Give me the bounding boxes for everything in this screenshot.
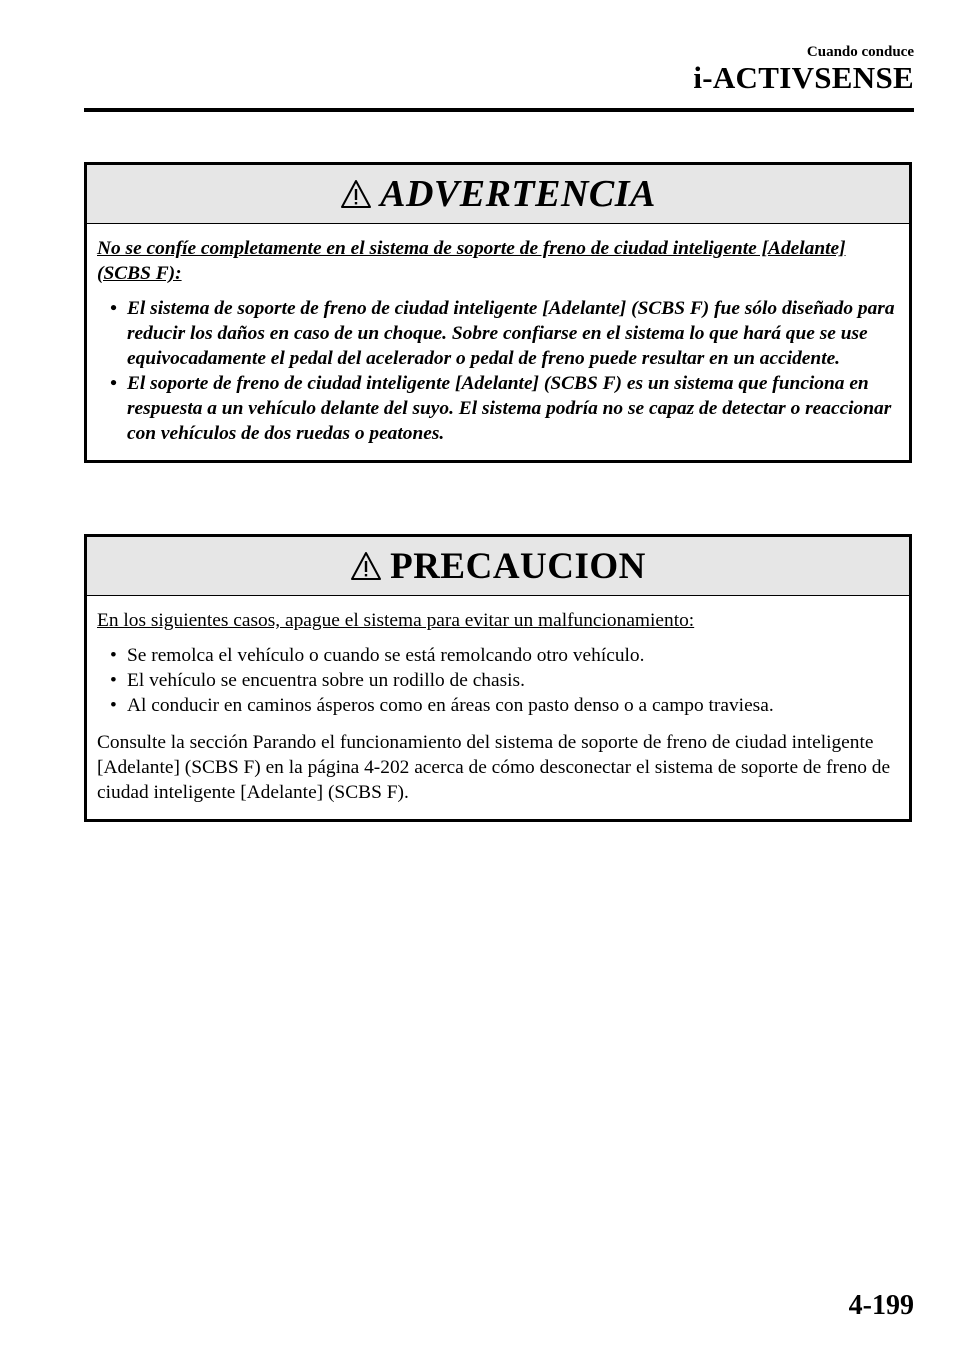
list-item-text: El soporte de freno de ciudad inteligente [Adelante] (SCBS F) es un sistema que funciona en respuesta a un vehículo delante del suyo. El sistema podría no se capaz de detectar o reaccionar con vehículos de dos ruedas o peatones. xyxy=(127,373,892,444)
warning-box-header xyxy=(87,165,909,224)
caution-title: PRECAUCION xyxy=(390,545,646,587)
list-item xyxy=(97,296,899,371)
warning-bullet-list xyxy=(97,296,899,446)
running-header-chapter: i-ACTIVSENSE xyxy=(693,60,914,95)
bullet-dot: • xyxy=(110,298,117,319)
list-item-text: Al conducir en caminos ásperos como en áreas con pasto denso o a campo traviesa. xyxy=(127,695,774,716)
warning-triangle-icon xyxy=(350,551,382,581)
caution-body xyxy=(87,596,909,819)
running-header-section: Cuando conduce xyxy=(806,44,914,60)
caution-intro: En los siguientes casos, apague el sistema para evitar un malfuncionamiento: xyxy=(97,610,695,631)
bullet-dot: • xyxy=(110,695,117,716)
list-item xyxy=(97,371,899,446)
list-item xyxy=(97,668,899,693)
warning-triangle-icon xyxy=(340,179,372,209)
page-number: 4-199 xyxy=(848,1290,914,1321)
caution-box xyxy=(84,534,912,822)
warning-body xyxy=(87,224,909,460)
caution-box-header xyxy=(87,537,909,596)
list-item xyxy=(97,643,899,668)
caution-bullet-list xyxy=(97,643,899,718)
list-item xyxy=(97,693,899,718)
warning-intro: No se confíe completamente en el sistema de soporte de freno de ciudad inteligente [Adelante] (SCBS F): xyxy=(97,238,846,284)
warning-title: ADVERTENCIA xyxy=(380,173,656,215)
warning-box xyxy=(84,162,912,463)
list-item-text: Se remolca el vehículo o cuando se está remolcando otro vehículo. xyxy=(127,645,645,666)
bullet-dot: • xyxy=(110,645,117,666)
list-item-text: El vehículo se encuentra sobre un rodillo de chasis. xyxy=(127,670,525,691)
header-rule xyxy=(84,108,914,112)
bullet-dot: • xyxy=(110,670,117,691)
list-item-text: El sistema de soporte de freno de ciudad inteligente [Adelante] (SCBS F) fue sólo diseñado para reducir los daños en caso de un choque. Sobre confiarse en el sistema lo que hará que se use equivocadamente el pedal del acelerador o pedal de freno puede resultar en un accidente. xyxy=(127,298,895,369)
caution-outro: Consulte la sección Parando el funcionamiento del sistema de soporte de freno de ciudad inteligente [Adelante] (SCBS F) en la página 4-202 acerca de cómo desconectar el sistema de soporte de freno de ciudad inteligente [Adelante] (SCBS F). xyxy=(97,732,891,803)
bullet-dot: • xyxy=(110,373,117,394)
